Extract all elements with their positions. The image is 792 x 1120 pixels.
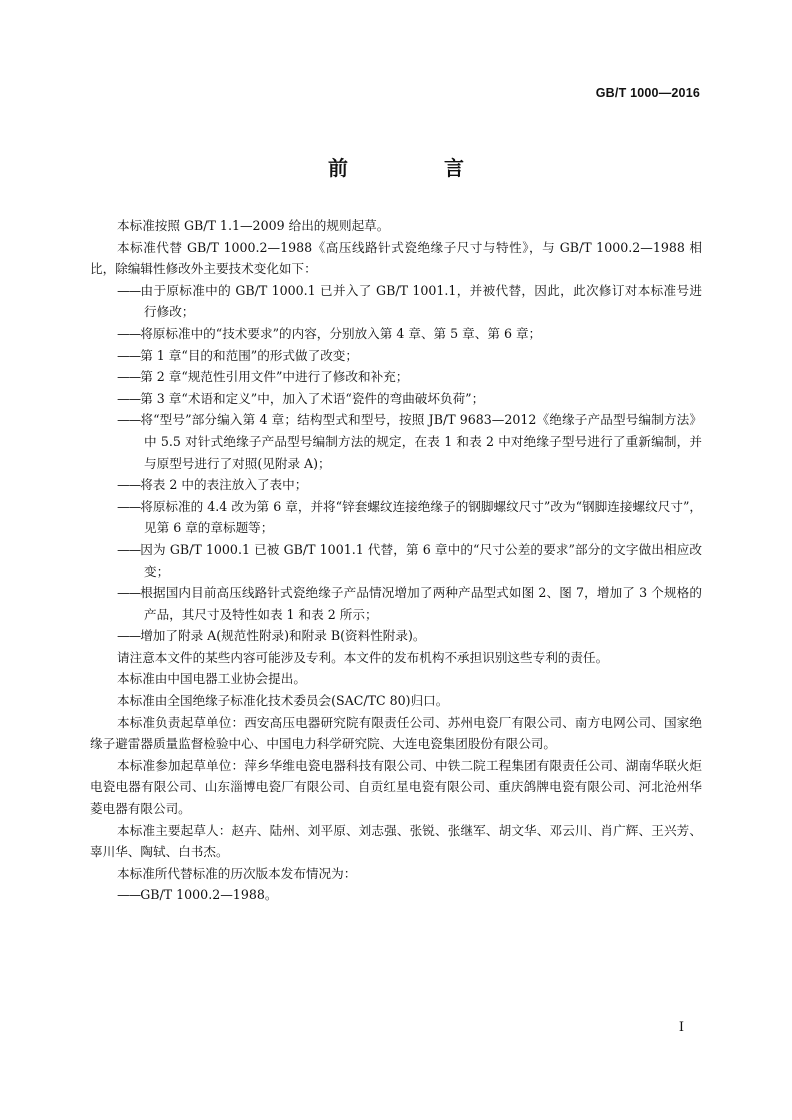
change-item-text: 因为 GB/T 1000.1 已被 GB/T 1001.1 代替，第 6 章中的“尺寸公差的要求”部分的文字做出相应改变；: [140, 541, 702, 579]
paragraph-committee: 本标准由全国绝缘子标准化技术委员会(SAC/TC 80)归口。: [117, 693, 449, 709]
change-item: [90, 280, 702, 323]
change-item: [90, 409, 702, 474]
change-item-text: 根据国内目前高压线路针式瓷绝缘子产品情况增加了两种产品型式如图 2、图 7，增加了 3 个规格的产品，其尺寸及特性如表 1 和表 2 所示；: [140, 585, 702, 622]
dash-marker: ——: [117, 282, 141, 298]
history-item: [90, 884, 702, 906]
dash-marker: ——: [117, 628, 141, 644]
page-title: 前 言: [328, 156, 502, 180]
history-item-text: GB/T 1000.2—1988。: [140, 887, 278, 903]
paragraph-participating-drafters: 本标准参加起草单位：萍乡华维电瓷电器科技有限公司、中铁二院工程集团有限责任公司、湖南华联火炬电瓷电器有限公司、山东淄博电瓷厂有限公司、自贡红星电瓷有限公司、重庆鸽牌电瓷有限公司、河北沧州华菱电器有限公司。: [90, 757, 702, 817]
standard-code: GB/T 1000—2016: [595, 86, 700, 100]
dash-marker: ——: [117, 347, 141, 363]
paragraph-history-intro: 本标准所代替标准的历次版本发布情况为：: [117, 865, 357, 881]
change-item-text: 增加了附录 A(规范性附录)和附录 B(资料性附录)。: [140, 628, 426, 644]
change-item: [90, 582, 702, 625]
dash-marker: ——: [117, 390, 141, 406]
change-item-text: 第 2 章“规范性引用文件”中进行了修改和补充；: [140, 369, 409, 385]
paragraph-replacement: 本标准代替 GB/T 1000.2—1988《高压线路针式瓷绝缘子尺寸与特性》，与 GB/T 1000.2—1988 相比，除编辑性修改外主要技术变化如下：: [90, 239, 702, 277]
dash-marker: ——: [117, 887, 141, 903]
change-item-text: 第 1 章“目的和范围”的形式做了改变；: [140, 347, 358, 363]
change-item: [90, 539, 702, 582]
change-item-text: 由于原标准中的 GB/T 1000.1 已并入了 GB/T 1001.1，并被代替，因此，此次修订对本标准号进行修改；: [140, 282, 702, 320]
paragraph-drafting-rules: 本标准按照 GB/T 1.1—2009 给出的规则起草。: [117, 218, 390, 233]
paragraph-patent-notice: 请注意本文件的某些内容可能涉及专利。本文件的发布机构不承担识别这些专利的责任。: [117, 649, 609, 665]
change-item: [90, 366, 702, 388]
dash-marker: ——: [117, 498, 141, 514]
document-body: [90, 215, 702, 906]
paragraph-proposer: 本标准由中国电器工业协会提出。: [117, 671, 306, 687]
dash-marker: ——: [117, 412, 141, 428]
change-item: [90, 323, 702, 345]
change-item: [90, 388, 702, 410]
change-item-text: 将“型号”部分编入第 4 章；结构型式和型号，按照 JB/T 9683—2012《绝缘子产品型号编制方法》中 5.5 对针式绝缘子产品型号编制方法的规定，在表 1 和表 2 中对绝缘子型号进行了重新编制，并与原型号进行了对照(见附录 A)；: [140, 412, 702, 471]
dash-marker: ——: [117, 585, 141, 601]
change-item-text: 将表 2 中的表注放入了表中；: [140, 477, 308, 493]
change-item-text: 第 3 章“术语和定义”中，加入了术语“瓷件的弯曲破坏负荷”；: [140, 390, 485, 406]
paragraph-lead-drafters: 本标准负责起草单位：西安高压电器研究院有限责任公司、苏州电瓷厂有限公司、南方电网公司、国家绝缘子避雷器质量监督检验中心、中国电力科学研究院、大连电瓷集团股份有限公司。: [90, 714, 702, 752]
paragraph-main-drafters: 本标准主要起草人：赵卉、陆州、刘平原、刘志强、张锐、张继军、胡文华、邓云川、肖广辉、王兴芳、辜川华、陶轼、白书杰。: [90, 822, 702, 860]
dash-marker: ——: [117, 541, 141, 557]
dash-marker: ——: [117, 325, 141, 341]
change-item-text: 将原标准中的“技术要求”的内容，分别放入第 4 章、第 5 章、第 6 章；: [140, 325, 542, 341]
page-number: I: [678, 1020, 684, 1035]
dash-marker: ——: [117, 477, 141, 493]
change-item-text: 将原标准的 4.4 改为第 6 章，并将“锌套螺纹连接绝缘子的钢脚螺纹尺寸”改为“钢脚连接螺纹尺寸”，见第 6 章的章标题等；: [140, 498, 702, 536]
change-item: [90, 496, 702, 539]
dash-marker: ——: [117, 369, 141, 385]
change-item: [90, 625, 702, 647]
change-item: [90, 474, 702, 496]
change-item: [90, 345, 702, 367]
